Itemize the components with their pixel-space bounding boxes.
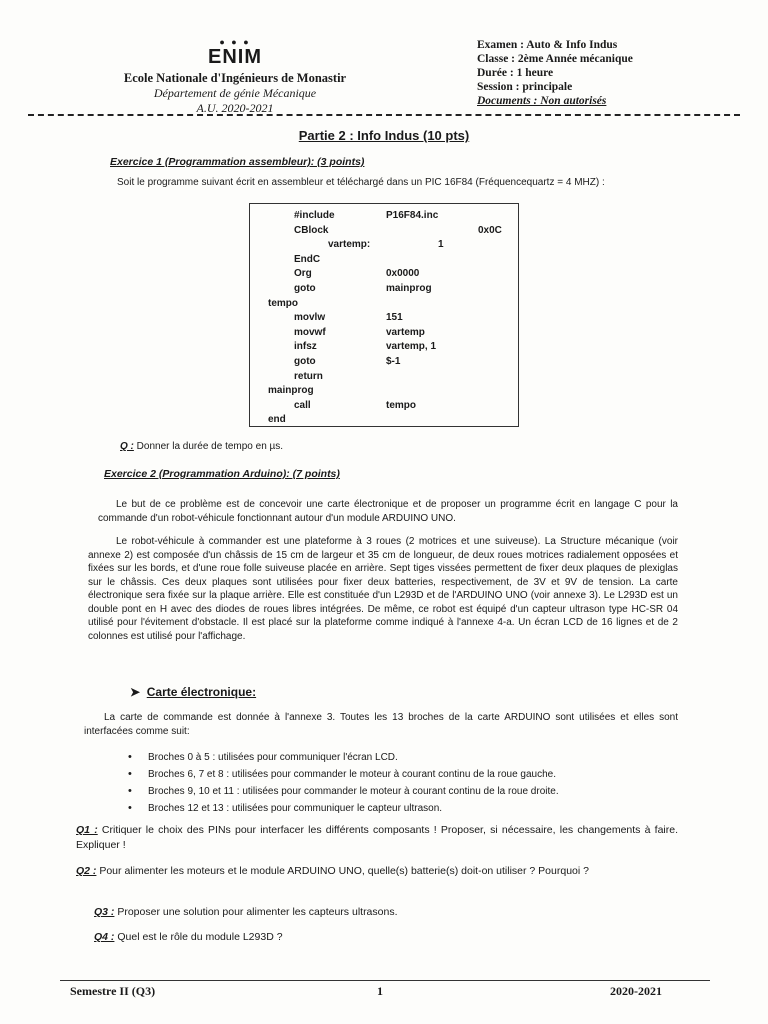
exam-documents: Documents : Non autorisés xyxy=(477,95,607,107)
code-instruction: vartemp: xyxy=(328,239,371,251)
code-instruction: #include xyxy=(294,210,335,221)
code-instruction: return xyxy=(294,370,323,382)
code-operand: $-1 xyxy=(386,356,401,367)
code-operand: 0x0000 xyxy=(386,268,420,280)
exercise2-title: Exercice 2 (Programmation Arduino): (7 points) xyxy=(104,468,340,480)
code-label: tempo xyxy=(268,297,298,309)
code-operand: vartemp xyxy=(386,326,425,338)
exam-duration: Durée : 1 heure xyxy=(477,67,554,79)
logo-dots-icon: ● ● ● xyxy=(219,37,251,47)
question-label: Q : xyxy=(120,441,134,452)
question-q1: Q1 : Critiquer le choix des PINs pour interfacer les différents composants ! Proposer, si nécessaire, les changements à faire. Expliquer ! xyxy=(76,824,678,851)
pin-list xyxy=(128,749,559,817)
academic-year: A.U. 2020-2021 xyxy=(196,101,274,115)
code-instruction: EndC xyxy=(294,253,321,265)
question-text: Donner la durée de tempo en µs. xyxy=(136,441,284,452)
code-instruction: infsz xyxy=(294,341,317,353)
exercise2-para1: Le but de ce problème est de concevoir une carte électronique et de proposer un programme écrit en langage C pour la commande d'un robot-véhicule fonctionnant autour d'un module ARDUINO UNO. xyxy=(98,499,678,524)
list-item: • Broches 6, 7 et 8 : utilisées pour commander le moteur à courant continu de la roue gauche. xyxy=(128,766,559,783)
exercise1-question xyxy=(120,441,283,452)
exam-session: Session : principale xyxy=(477,81,573,93)
list-item: • Broches 9, 10 et 11 : utilisées pour commander le moteur à courant continu de la roue droite. xyxy=(128,783,559,800)
code-instruction: call xyxy=(294,399,311,411)
section-carte-electronique: ➤ Carte électronique: xyxy=(130,685,257,699)
code-operand: tempo xyxy=(386,399,416,411)
exercise2-para2: Le robot-véhicule à commander est une plateforme à 3 roues (2 motrices et une suiveuse). La Structure mécanique (voir annexe 2) est composée d'un châssis de 15 cm de largeur et 35 cm de longueur, de deux roues motrices radialement opposées et fixées sur les bords, et d'une roue folle suiveuse placée en arrière. Sept tiges vissées permettent de fixer deux plaques de plexiglas sur le châssis. Ces deux plaques sont utilisées pour fixer deux batteries, respectivement, de 3V et 9V de tension. La carte électronique sera fixée sur la plaque arrière. Elle est constituée d'un L293D et de l'ARDUINO UNO (voir annexe 3). Le L293D est un double pont en H avec des diodes de roues libres intégrées. De même, ce robot est équipé d'un capteur ultrason type HC-SR 04 utilisé pour l'évitement d'obstacle. Il est placé sur la plateforme comme indiqué à l'annexe 4-a. Un écran LCD de 16 lignes et de 2 colonnes est utilisé pour l'affichage. xyxy=(88,536,678,642)
code-operand: 0x0C xyxy=(478,224,502,236)
code-operand: 1 xyxy=(438,239,444,251)
code-label: mainprog xyxy=(268,385,314,397)
question-q3: Q3 : Proposer une solution pour alimenter les capteurs ultrasons. xyxy=(94,906,398,918)
department-name: Département de génie Mécanique xyxy=(153,86,317,100)
assembly-code-box xyxy=(249,203,519,427)
part-title: Partie 2 : Info Indus (10 pts) xyxy=(298,128,470,143)
code-instruction: movwf xyxy=(294,326,326,338)
exercise1-intro: Soit le programme suivant écrit en assembleur et téléchargé dans un PIC 16F84 (Fréquencequartz = 4 MHZ) : xyxy=(117,177,605,188)
question-q2: Q2 : Pour alimenter les moteurs et le module ARDUINO UNO, quelle(s) batterie(s) doit-on utiliser ? Pourquoi ? xyxy=(76,865,589,877)
footer-year: 2020-2021 xyxy=(610,984,662,998)
code-operand: P16F84.inc xyxy=(386,210,439,221)
list-item: • Broches 0 à 5 : utilisées pour communiquer l'écran LCD. xyxy=(128,749,559,766)
code-operand: vartemp, 1 xyxy=(386,341,437,353)
exercise2-para3: La carte de commande est donnée à l'annexe 3. Toutes les 13 broches de la carte ARDUINO sont utilisées et elles sont interfacées comme suit: xyxy=(84,712,678,737)
school-name: Ecole Nationale d'Ingénieurs de Monastir xyxy=(123,71,347,85)
school-logo: ENIM xyxy=(208,46,262,68)
header-divider xyxy=(28,114,740,116)
footer-semester: Semestre II (Q3) xyxy=(70,984,156,998)
school-header xyxy=(70,38,400,116)
code-instruction: goto xyxy=(294,356,316,367)
question-q4: Q4 : Quel est le rôle du module L293D ? xyxy=(94,931,283,943)
exam-subject: Examen : Auto & Info Indus xyxy=(477,39,618,51)
exam-info xyxy=(477,38,737,108)
footer-divider xyxy=(60,980,710,981)
code-operand: 151 xyxy=(386,312,403,324)
code-label: end xyxy=(268,414,286,426)
code-instruction: goto xyxy=(294,283,316,294)
code-instruction: Org xyxy=(294,268,312,280)
code-instruction: movlw xyxy=(294,312,326,324)
footer-page-number: 1 xyxy=(377,984,383,998)
exercise1-title: Exercice 1 (Programmation assembleur): (3 points) xyxy=(110,156,365,168)
code-instruction: CBlock xyxy=(294,224,329,236)
list-item: • Broches 12 et 13 : utilisées pour communiquer le capteur ultrason. xyxy=(128,800,559,817)
arrow-bullet-icon: ➤ xyxy=(130,685,147,699)
code-operand: mainprog xyxy=(386,283,432,294)
exam-class: Classe : 2ème Année mécanique xyxy=(477,53,633,65)
